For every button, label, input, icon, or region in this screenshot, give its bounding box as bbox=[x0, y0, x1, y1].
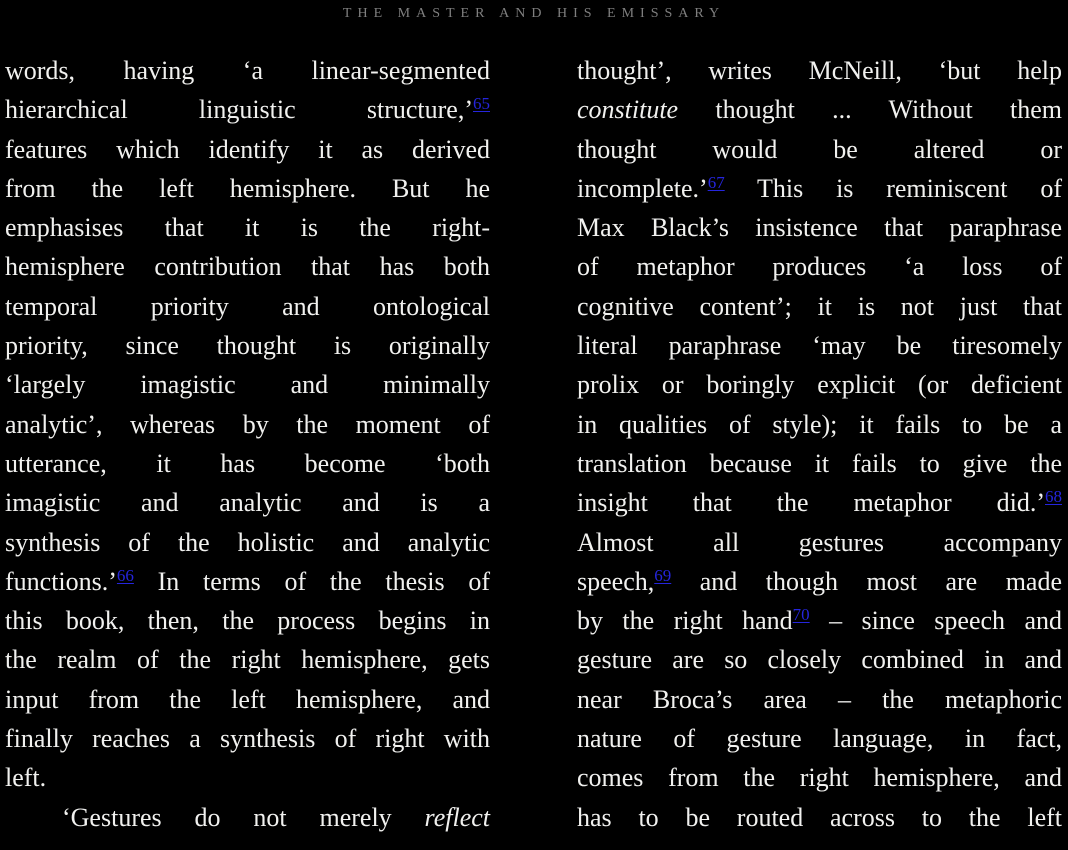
text-line bbox=[577, 326, 1062, 365]
text-segment: this book, then, the process begins in bbox=[5, 606, 490, 636]
text-segment: of metaphor produces ‘a loss of bbox=[577, 252, 1062, 282]
text-line bbox=[577, 208, 1062, 247]
footnote-link-69[interactable]: 69 bbox=[654, 565, 672, 585]
text-segment: thought ... Without them bbox=[678, 95, 1062, 125]
footnote-link-67[interactable]: 67 bbox=[707, 172, 725, 192]
text-line bbox=[5, 247, 490, 286]
text-line bbox=[577, 130, 1062, 169]
text-segment: the realm of the right hemisphere, gets bbox=[5, 645, 490, 675]
text-segment: comes from the right hemisphere, and bbox=[577, 763, 1062, 793]
text-segment: imagistic and analytic and is a bbox=[5, 488, 490, 518]
text-line bbox=[5, 680, 490, 719]
text-segment: hierarchical linguistic structure,’ bbox=[5, 95, 473, 125]
text-segment: priority, since thought is originally bbox=[5, 331, 490, 361]
text-line bbox=[5, 523, 490, 562]
text-line bbox=[5, 287, 490, 326]
text-segment: temporal priority and ontological bbox=[5, 291, 490, 321]
page-columns bbox=[0, 51, 1068, 837]
text-line bbox=[577, 719, 1062, 758]
text-segment: from the left hemisphere. But he bbox=[5, 173, 490, 203]
text-segment: analytic’, whereas by the moment of bbox=[5, 409, 490, 439]
text-segment: insight that the metaphor did.’ bbox=[577, 488, 1045, 518]
text-line bbox=[577, 758, 1062, 797]
text-segment: features which identify it as derived bbox=[5, 134, 490, 164]
text-line bbox=[5, 640, 490, 679]
text-segment: synthesis of the holistic and analytic bbox=[5, 527, 490, 557]
text-line bbox=[577, 287, 1062, 326]
text-segment: ‘largely imagistic and minimally bbox=[5, 370, 490, 400]
text-line bbox=[5, 365, 490, 404]
book-title: THE MASTER AND HIS EMISSARY bbox=[342, 6, 726, 21]
text-segment: – since speech and bbox=[809, 606, 1062, 636]
text-line bbox=[5, 326, 490, 365]
text-segment: hemisphere contribution that has both bbox=[5, 252, 490, 282]
footnote-link-65[interactable]: 65 bbox=[473, 94, 490, 114]
text-segment: thought’, writes McNeill, ‘but help bbox=[577, 56, 1062, 85]
text-segment: literal paraphrase ‘may be tiresomely bbox=[577, 331, 1062, 361]
text-line bbox=[5, 483, 490, 522]
text-segment: Max Black’s insistence that paraphrase bbox=[577, 213, 1062, 243]
text-line bbox=[577, 90, 1062, 129]
right-column bbox=[577, 51, 1062, 837]
text-segment: reflect bbox=[424, 802, 490, 832]
text-line bbox=[577, 169, 1062, 208]
text-line bbox=[5, 51, 490, 90]
text-segment: and though most are made bbox=[671, 566, 1062, 596]
text-segment: thought would be altered or bbox=[577, 134, 1062, 164]
text-line bbox=[577, 247, 1062, 286]
text-segment: incomplete.’ bbox=[577, 173, 708, 203]
text-segment: translation because it fails to give the bbox=[577, 448, 1062, 478]
text-line bbox=[5, 130, 490, 169]
text-segment: left. bbox=[5, 763, 47, 793]
text-line bbox=[5, 798, 490, 837]
text-line bbox=[577, 51, 1062, 90]
text-segment: emphasises that it is the right- bbox=[5, 213, 490, 243]
text-line bbox=[577, 523, 1062, 562]
text-line bbox=[5, 562, 490, 601]
left-column bbox=[5, 51, 490, 837]
text-segment: functions.’ bbox=[5, 566, 117, 596]
footnote-link-68[interactable]: 68 bbox=[1045, 487, 1062, 507]
text-line bbox=[5, 601, 490, 640]
text-segment: utterance, it has become ‘both bbox=[5, 448, 490, 478]
text-segment: Almost all gestures accompany bbox=[577, 527, 1062, 557]
text-segment: finally reaches a synthesis of right with bbox=[5, 724, 490, 754]
text-line bbox=[5, 444, 490, 483]
text-segment: In terms of the thesis of bbox=[133, 566, 490, 596]
text-line bbox=[577, 640, 1062, 679]
text-line bbox=[577, 405, 1062, 444]
text-line bbox=[5, 719, 490, 758]
text-line bbox=[577, 365, 1062, 404]
text-segment: speech, bbox=[577, 566, 655, 596]
text-line bbox=[577, 444, 1062, 483]
text-segment: nature of gesture language, in fact, bbox=[577, 724, 1062, 754]
footnote-link-66[interactable]: 66 bbox=[116, 565, 134, 585]
text-line bbox=[5, 208, 490, 247]
text-segment: prolix or boringly explicit (or deficient bbox=[577, 370, 1062, 400]
text-line bbox=[577, 601, 1062, 640]
text-line bbox=[577, 680, 1062, 719]
text-line bbox=[5, 90, 490, 129]
text-line bbox=[577, 483, 1062, 522]
text-segment: input from the left hemisphere, and bbox=[5, 684, 490, 714]
text-line bbox=[577, 562, 1062, 601]
text-segment: has to be routed across to the left bbox=[577, 802, 1062, 832]
text-segment: in qualities of style); it fails to be a bbox=[577, 409, 1062, 439]
text-segment: near Broca’s area – the metaphoric bbox=[577, 684, 1062, 714]
text-segment: gesture are so closely combined in and bbox=[577, 645, 1062, 675]
text-segment: This is reminiscent of bbox=[724, 173, 1062, 203]
text-line bbox=[5, 758, 490, 797]
text-line bbox=[577, 798, 1062, 837]
text-segment: words, having ‘a linear-segmented bbox=[5, 56, 490, 85]
text-segment: cognitive content’; it is not just that bbox=[577, 291, 1062, 321]
text-segment: by the right hand bbox=[577, 606, 793, 636]
text-line bbox=[5, 169, 490, 208]
text-segment: ‘Gestures do not merely bbox=[62, 802, 425, 832]
text-line bbox=[5, 405, 490, 444]
running-header bbox=[0, 0, 1068, 23]
text-segment: constitute bbox=[577, 95, 679, 125]
footnote-link-70[interactable]: 70 bbox=[792, 605, 810, 625]
